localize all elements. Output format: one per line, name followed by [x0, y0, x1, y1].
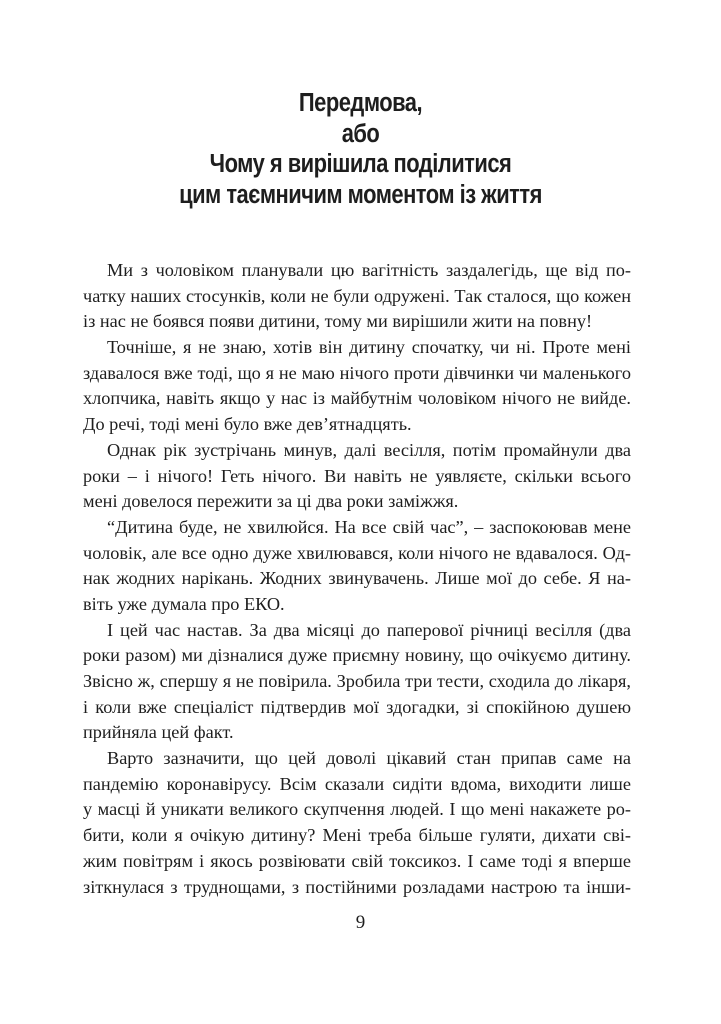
text-line: І цей час настав. За два місяці до паперової річниці весілля (два	[107, 619, 631, 640]
text-line: “Дитина буде, не хвилюйся. На все свій час”, – заспокоював мене	[107, 516, 631, 537]
heading-line: або	[341, 119, 380, 148]
text-line: зіткнулася з труднощами, з постійними розладами настрою та інши-	[83, 876, 631, 897]
text-line: жим повітрям і якось розвіювати свій токсикоз. І саме тоді я вперше	[83, 850, 631, 871]
text-line: і коли вже спеціаліст підтвердив мої здогадки, зі спокійною душею	[83, 696, 631, 717]
text-line: Варто зазначити, що цей доволі цікавий стан припав саме на	[107, 748, 631, 769]
text-line: нак жодних нарікань. Жодних звинувачень. Лише мої до себе. Я на-	[83, 568, 631, 589]
text-line: прийняла цей факт.	[83, 722, 234, 743]
text-line: Точніше, я не знаю, хотів він дитину спочатку, чи ні. Проте мені	[107, 337, 631, 358]
text-line: роки разом) ми дізналися дуже приємну новину, що очікуємо дитину.	[83, 645, 631, 666]
heading-line: цим таємничим моментом із життя	[179, 180, 542, 209]
text-line: у масці й уникати великого скупчення людей. І що мені накажете ро-	[83, 799, 631, 820]
text-line: із нас не боявся появи дитини, тому ми вирішили жити на повну!	[83, 311, 593, 332]
text-line: мені довелося пережити за ці два роки заміжжя.	[83, 491, 459, 512]
body-text	[83, 258, 631, 900]
text-line: чатку наших стосунків, коли не були одружені. Так сталося, що кожен	[83, 285, 631, 306]
text-line: Звісно ж, спершу я не повірила. Зробила три тести, сходила до лікаря,	[83, 671, 631, 691]
page-number: 9	[355, 912, 366, 933]
text-line: До речі, тоді мені було вже дев’ятнадцять.	[83, 414, 412, 435]
text-line: чоловік, але все одно дуже хвилювався, коли нічого не вдавалося. Од-	[83, 542, 631, 563]
heading-line: Передмова,	[298, 89, 423, 117]
text-line: бити, коли я очікую дитину? Мені треба більше гуляти, дихати сві-	[83, 825, 631, 846]
chapter-heading	[50, 88, 670, 210]
text-line: пандемію коронавірусу. Всім сказали сидіти вдома, виходити лише	[83, 773, 631, 794]
text-line: Однак рік зустрічань минув, далі весілля, потім промайнули два	[107, 439, 631, 460]
text-line: роки – і нічого! Геть нічого. Ви навіть не уявляєте, скільки всього	[83, 465, 631, 486]
text-line: Ми з чоловіком планували цю вагітність заздалегідь, ще від по-	[107, 260, 631, 280]
text-line: хлопчика, навіть якщо у нас із майбутнім чоловіком нічого не вийде.	[83, 388, 631, 409]
heading-line: Чому я вирішила поділитися	[209, 150, 512, 178]
text-line: здавалося вже тоді, що я не маю нічого проти дівчинки чи маленького	[83, 362, 631, 383]
text-line: віть уже думала про ЕКО.	[83, 593, 285, 614]
